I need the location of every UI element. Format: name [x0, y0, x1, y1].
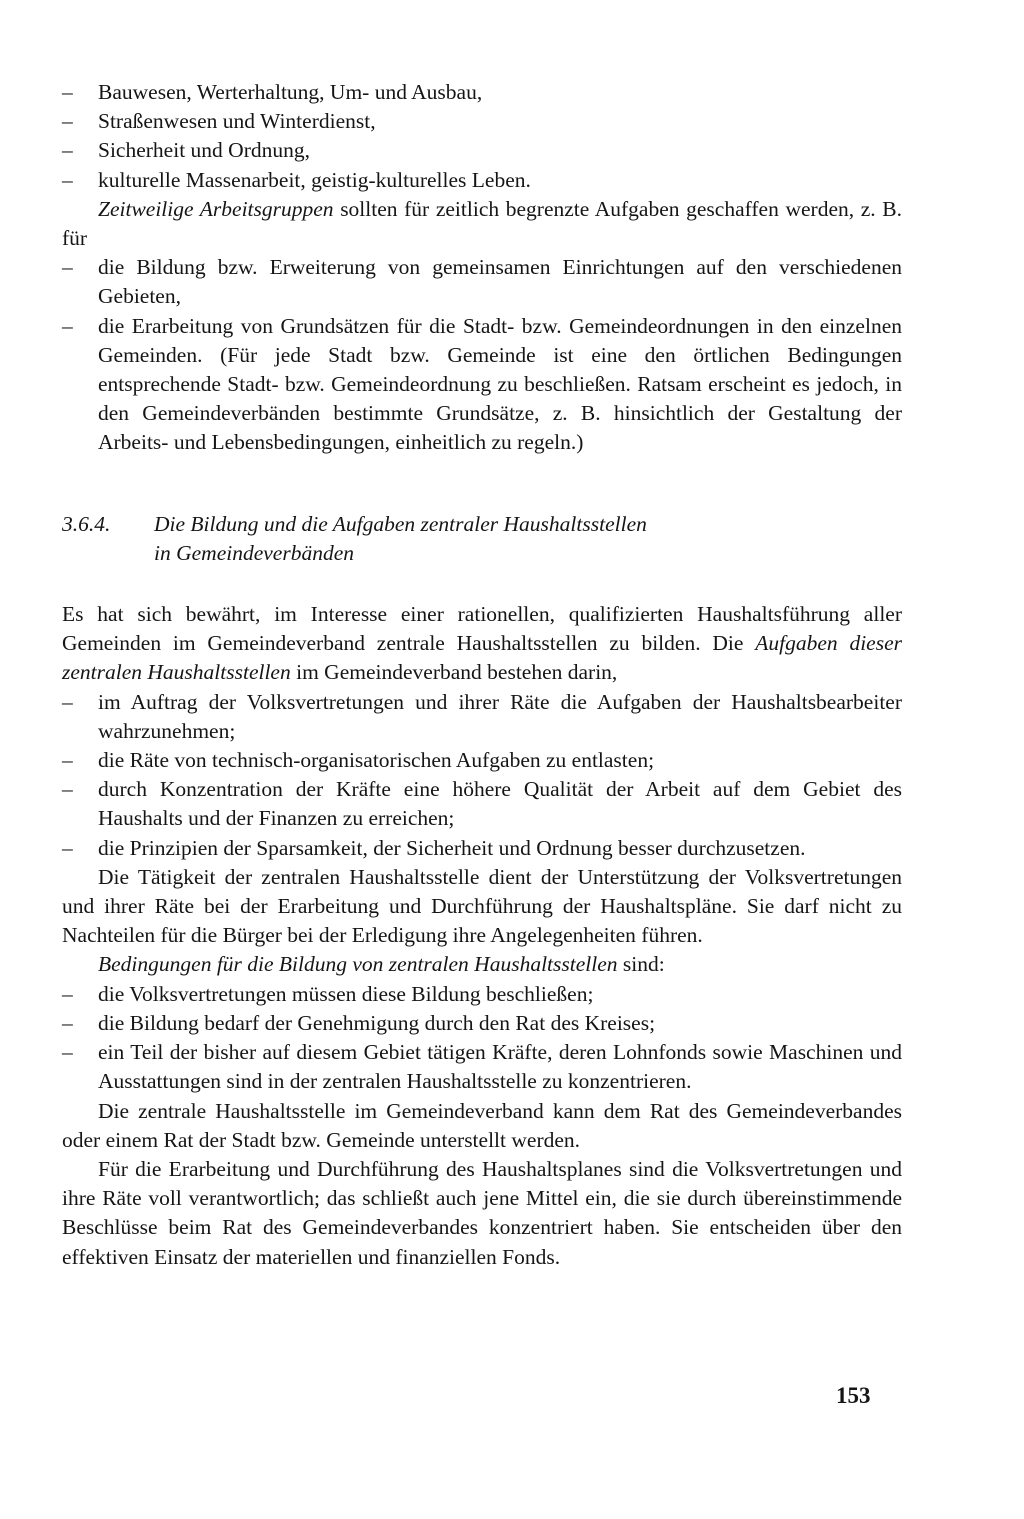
list-item [62, 688, 902, 746]
working-groups-paragraph [62, 195, 902, 253]
dash-bullet: – [62, 748, 73, 773]
tasks-list [62, 688, 902, 863]
list-item [62, 1009, 902, 1038]
activity-paragraph: Die Tätigkeit der zentralen Haushaltsstelle dient der Unterstützung der Volksvertretungen und ihrer Räte bei der Erarbeitung und Durchführung der Haushaltspläne. Sie darf nicht zu Nachteilen für die Bürger bei der Erledigung ihre Angelegenheiten führen. [62, 864, 902, 948]
working-groups-emphasis: Zeitweilige Arbeitsgruppen [98, 196, 334, 221]
list-item-text: die Bildung bedarf der Genehmigung durch den Rat des Kreises; [98, 1010, 656, 1035]
dash-bullet: – [62, 777, 73, 802]
dash-bullet: – [62, 80, 73, 104]
top-list [62, 78, 902, 195]
list-item-text: die Erarbeitung von Grundsätzen für die Stadt- bzw. Gemeindeordnungen in den einzelnen Gemeinden. (Für jede Stadt bzw. Gemeinde ist eine den örtlichen Bedingungen entsprechende Stadt- bzw. Gemeindeordnung zu beschließen. Ratsam erscheint es jedoch, in den Gemeindeverbänden bestimmte Grundsätze, z. B. hinsichtlich der Gestaltung der Arbeits- und Lebensbedingungen, einheitlich zu regeln.) [98, 313, 902, 455]
list-item-text: Straßenwesen und Winterdienst, [98, 109, 376, 134]
list-item [62, 1038, 902, 1096]
section-title-line-1: Die Bildung und die Aufgaben zentraler Haushaltsstellen [154, 511, 647, 536]
dash-bullet: – [62, 313, 73, 338]
list-item [62, 746, 902, 775]
list-item [62, 834, 902, 863]
list-item [62, 980, 902, 1009]
list-item [62, 166, 902, 195]
list-item [62, 312, 902, 458]
list-item-text: Sicherheit und Ordnung, [98, 138, 310, 163]
dash-bullet: – [62, 167, 73, 192]
dash-bullet: – [62, 255, 73, 280]
list-item [62, 253, 902, 311]
list-item [62, 775, 902, 833]
list-item [62, 107, 902, 136]
section-title-line-2: in Gemeindeverbänden [154, 540, 354, 565]
dash-bullet: – [62, 981, 73, 1006]
list-item [62, 136, 902, 165]
section-heading [62, 510, 902, 568]
dash-bullet: – [62, 1040, 73, 1065]
page-number: 153 [836, 1383, 871, 1408]
conditions-list [62, 980, 902, 1097]
dash-bullet: – [62, 835, 73, 860]
working-groups-list [62, 253, 902, 457]
conditions-text: sind: [617, 952, 665, 977]
list-item-text: Bauwesen, Werterhaltung, Um- und Ausbau, [98, 80, 483, 104]
conditions-paragraph [62, 950, 902, 979]
list-item-text: im Auftrag der Volksvertretungen und ihrer Räte die Aufgaben der Haushaltsbearbeiter wahrzunehmen; [98, 689, 902, 743]
list-item-text: die Prinzipien der Sparsamkeit, der Sicherheit und Ordnung besser durchzusetzen. [98, 835, 806, 860]
list-item-text: durch Konzentration der Kräfte eine höhere Qualität der Arbeit auf dem Gebiet des Haushalts und der Finanzen zu erreichen; [98, 777, 902, 831]
intro-text-before: Es hat sich bewährt, im Interesse einer rationellen, qualifizierten Haushaltsführung aller Gemeinden im Gemeindeverband zentrale Haushaltsstellen zu bilden. Die [62, 602, 902, 656]
section-number: 3.6.4. [62, 511, 111, 536]
list-item-text: die Räte von technisch-organisatorischen Aufgaben zu entlasten; [98, 748, 655, 773]
list-item-text: ein Teil der bisher auf diesem Gebiet tätigen Kräfte, deren Lohnfonds sowie Maschinen und Ausstattungen sind in der zentralen Haushaltsstelle zu konzentrieren. [98, 1040, 902, 1094]
list-item-text: die Bildung bzw. Erweiterung von gemeinsamen Einrichtungen auf den verschiedenen Gebieten, [98, 255, 902, 309]
responsibility-paragraph: Für die Erarbeitung und Durchführung des Haushaltsplanes sind die Volksvertretungen und ihre Räte voll verantwortlich; das schließt auch jene Mittel ein, die sie durch übereinstimmende Beschlüsse beim Rat des Gemeindeverbandes konzentriert haben. Sie entscheiden über den effektiven Einsatz der materiellen und finanziellen Fonds. [62, 1156, 902, 1269]
working-groups-text: sollten für zeitlich begrenzte Aufgaben geschaffen werden, z. B. für [62, 196, 903, 251]
list-item-text: kulturelle Massenarbeit, geistig-kulturelles Leben. [98, 167, 531, 192]
document-page [62, 78, 902, 1272]
dash-bullet: – [62, 689, 73, 714]
dash-bullet: – [62, 138, 73, 163]
intro-emphasis: Aufgaben dieser zentralen Haushaltsstellen [62, 631, 902, 685]
dash-bullet: – [62, 109, 73, 134]
intro-paragraph [62, 600, 902, 688]
dash-bullet: – [62, 1010, 73, 1035]
subordination-paragraph: Die zentrale Haushaltsstelle im Gemeindeverband kann dem Rat des Gemeindeverbandes oder einem Rat der Stadt bzw. Gemeinde unterstellt werden. [62, 1098, 902, 1152]
conditions-emphasis: Bedingungen für die Bildung von zentralen Haushaltsstellen [98, 952, 618, 977]
list-item-text: die Volksvertretungen müssen diese Bildung beschließen; [98, 981, 594, 1006]
intro-text-after: im Gemeindeverband bestehen darin, [290, 660, 618, 685]
list-item [62, 78, 902, 107]
